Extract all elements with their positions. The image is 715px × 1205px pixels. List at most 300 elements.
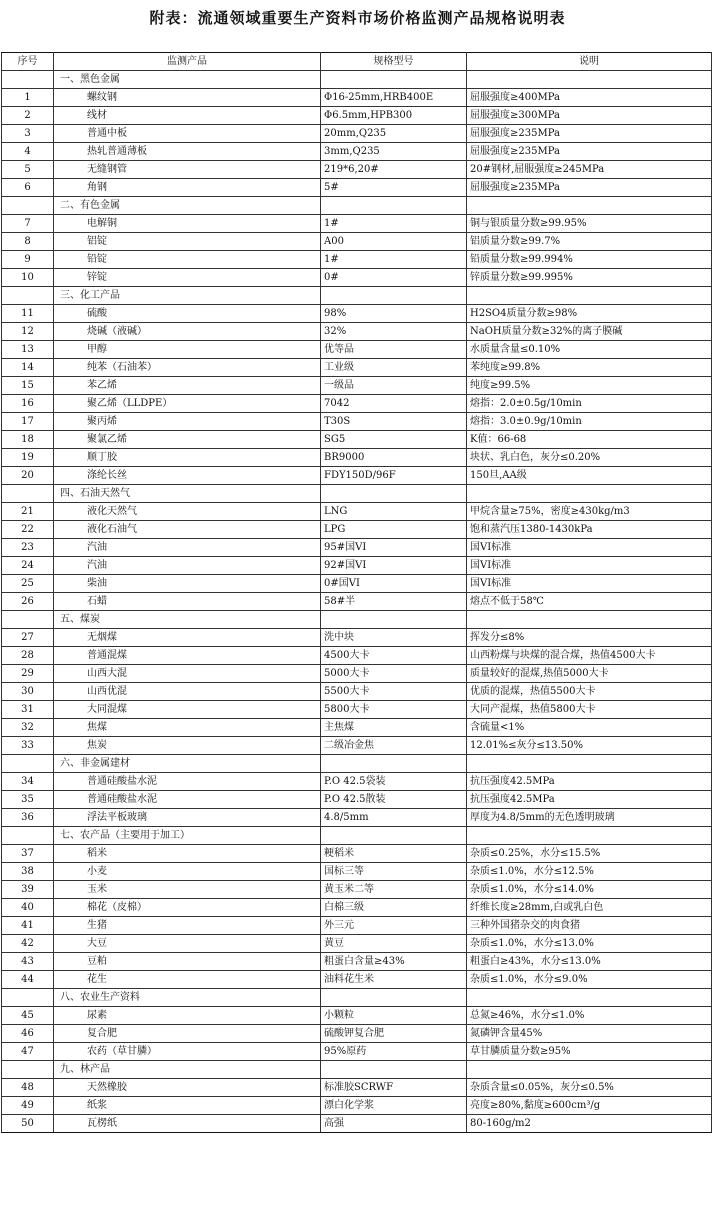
table-row (2, 449, 712, 467)
row-number-cell: 2 (2, 107, 54, 125)
note-cell: 杂质含量≤0.05%，灰分≤0.5% (467, 1079, 712, 1097)
product-cell: 纸浆 (54, 1097, 321, 1115)
product-cell: 石蜡 (54, 593, 321, 611)
product-cell: 汽油 (54, 557, 321, 575)
note-cell (467, 71, 712, 89)
product-cell: 大同混煤 (54, 701, 321, 719)
note-cell: 12.01%≤灰分≤13.50% (467, 737, 712, 755)
spec-cell: 0# (321, 269, 467, 287)
product-cell: 花生 (54, 971, 321, 989)
note-cell: 草甘膦质量分数≥95% (467, 1043, 712, 1061)
row-number-cell: 21 (2, 503, 54, 521)
category-row (2, 1061, 712, 1079)
table-row (2, 431, 712, 449)
category-row (2, 197, 712, 215)
note-cell: 块状、乳白色，灰分≤0.20% (467, 449, 712, 467)
table-row (2, 215, 712, 233)
spec-cell: LNG (321, 503, 467, 521)
row-number-cell (2, 197, 54, 215)
table-row (2, 863, 712, 881)
table-row (2, 737, 712, 755)
product-cell: 烧碱（液碱） (54, 323, 321, 341)
row-number-cell: 41 (2, 917, 54, 935)
spec-cell: 5000大卡 (321, 665, 467, 683)
row-number-cell: 28 (2, 647, 54, 665)
product-cell: 棉花（皮棉） (54, 899, 321, 917)
table-row (2, 557, 712, 575)
note-cell: 杂质≤1.0%，水分≤9.0% (467, 971, 712, 989)
spec-cell (321, 989, 467, 1007)
note-cell: 杂质≤1.0%，水分≤14.0% (467, 881, 712, 899)
spec-cell: 58#半 (321, 593, 467, 611)
table-row (2, 503, 712, 521)
row-number-cell: 1 (2, 89, 54, 107)
note-cell: 屈服强度≥235MPa (467, 125, 712, 143)
product-cell: 豆粕 (54, 953, 321, 971)
note-cell (467, 755, 712, 773)
note-cell: 大同产混煤，热值5800大卡 (467, 701, 712, 719)
spec-table (1, 52, 712, 1133)
product-cell: 小麦 (54, 863, 321, 881)
table-row (2, 935, 712, 953)
product-cell: 普通硅酸盐水泥 (54, 773, 321, 791)
note-cell: 80-160g/m2 (467, 1115, 712, 1133)
note-cell: 国VI标准 (467, 557, 712, 575)
note-cell: 纤维长度≥28mm,白或乳白色 (467, 899, 712, 917)
spec-cell: 硫酸钾复合肥 (321, 1025, 467, 1043)
spec-cell: 95#国VI (321, 539, 467, 557)
row-number-cell: 6 (2, 179, 54, 197)
table-row (2, 683, 712, 701)
table-row (2, 161, 712, 179)
row-number-cell (2, 827, 54, 845)
product-cell: 稻米 (54, 845, 321, 863)
spec-cell: 标准胶SCRWF (321, 1079, 467, 1097)
note-cell: 质量较好的混煤,热值5000大卡 (467, 665, 712, 683)
spec-cell: P.O 42.5散装 (321, 791, 467, 809)
spec-cell: 1# (321, 251, 467, 269)
row-number-cell: 8 (2, 233, 54, 251)
product-cell: 涤纶长丝 (54, 467, 321, 485)
product-cell: 大豆 (54, 935, 321, 953)
row-number-cell: 7 (2, 215, 54, 233)
note-cell: 20#钢材,屈服强度≥245MPa (467, 161, 712, 179)
spec-cell: 二级冶金焦 (321, 737, 467, 755)
spec-cell: 7042 (321, 395, 467, 413)
table-row (2, 971, 712, 989)
table-row (2, 719, 712, 737)
product-cell: 汽油 (54, 539, 321, 557)
product-cell: 电解铜 (54, 215, 321, 233)
category-row (2, 755, 712, 773)
spec-cell: 黄豆 (321, 935, 467, 953)
spec-cell: 0#国VI (321, 575, 467, 593)
row-number-cell: 26 (2, 593, 54, 611)
product-cell: 苯乙烯 (54, 377, 321, 395)
row-number-cell: 23 (2, 539, 54, 557)
spec-cell: 外三元 (321, 917, 467, 935)
row-number-cell (2, 485, 54, 503)
row-number-cell: 11 (2, 305, 54, 323)
category-label: 九、林产品 (54, 1061, 321, 1079)
product-cell: 普通中板 (54, 125, 321, 143)
spec-cell: 98% (321, 305, 467, 323)
header-product: 监测产品 (54, 53, 321, 71)
note-cell: 熔指：2.0±0.5g/10min (467, 395, 712, 413)
spec-cell (321, 1061, 467, 1079)
row-number-cell: 35 (2, 791, 54, 809)
note-cell: 挥发分≤8% (467, 629, 712, 647)
row-number-cell: 37 (2, 845, 54, 863)
table-row (2, 647, 712, 665)
row-number-cell: 46 (2, 1025, 54, 1043)
row-number-cell (2, 989, 54, 1007)
product-cell: 山西大混 (54, 665, 321, 683)
note-cell: 屈服强度≥300MPa (467, 107, 712, 125)
note-cell (467, 611, 712, 629)
table-row (2, 323, 712, 341)
row-number-cell: 5 (2, 161, 54, 179)
spec-cell: 5# (321, 179, 467, 197)
note-cell: 纯度≥99.5% (467, 377, 712, 395)
table-row (2, 179, 712, 197)
product-cell: 聚乙烯（LLDPE） (54, 395, 321, 413)
table-row (2, 1043, 712, 1061)
category-row (2, 827, 712, 845)
spec-cell: 4.8/5mm (321, 809, 467, 827)
row-number-cell: 31 (2, 701, 54, 719)
spec-cell: 黄玉米二等 (321, 881, 467, 899)
category-row (2, 287, 712, 305)
row-number-cell: 13 (2, 341, 54, 359)
table-row (2, 953, 712, 971)
spec-cell: 32% (321, 323, 467, 341)
row-number-cell: 3 (2, 125, 54, 143)
spec-cell: 主焦煤 (321, 719, 467, 737)
row-number-cell: 40 (2, 899, 54, 917)
table-row (2, 359, 712, 377)
note-cell: H2SO4质量分数≥98% (467, 305, 712, 323)
row-number-cell: 9 (2, 251, 54, 269)
table-row (2, 791, 712, 809)
category-row (2, 611, 712, 629)
spec-cell: BR9000 (321, 449, 467, 467)
category-label: 五、煤炭 (54, 611, 321, 629)
table-row (2, 233, 712, 251)
product-cell: 无烟煤 (54, 629, 321, 647)
category-row (2, 989, 712, 1007)
note-cell: 铅质量分数≥99.994% (467, 251, 712, 269)
product-cell: 农药（草甘膦） (54, 1043, 321, 1061)
row-number-cell: 30 (2, 683, 54, 701)
spec-cell: 5500大卡 (321, 683, 467, 701)
table-row (2, 269, 712, 287)
note-cell: 锌质量分数≥99.995% (467, 269, 712, 287)
spec-cell: 92#国VI (321, 557, 467, 575)
note-cell: 苯纯度≥99.8% (467, 359, 712, 377)
row-number-cell: 44 (2, 971, 54, 989)
note-cell: 抗压强度42.5MPa (467, 791, 712, 809)
product-cell: 尿素 (54, 1007, 321, 1025)
note-cell: 150旦,AA级 (467, 467, 712, 485)
spec-cell: 高强 (321, 1115, 467, 1133)
spec-cell: 白棉三级 (321, 899, 467, 917)
note-cell: 熔指：3.0±0.9g/10min (467, 413, 712, 431)
note-cell: 抗压强度42.5MPa (467, 773, 712, 791)
note-cell: NaOH质量分数≥32%的离子膜碱 (467, 323, 712, 341)
row-number-cell: 50 (2, 1115, 54, 1133)
category-label: 二、有色金属 (54, 197, 321, 215)
note-cell: 含硫量<1% (467, 719, 712, 737)
spec-cell: 优等品 (321, 341, 467, 359)
spec-cell (321, 827, 467, 845)
spec-cell: 粗蛋白含量≥43% (321, 953, 467, 971)
table-row (2, 629, 712, 647)
note-cell: 铜与银质量分数≥99.95% (467, 215, 712, 233)
spec-cell: 工业级 (321, 359, 467, 377)
spec-cell: 小颗粒 (321, 1007, 467, 1025)
table-row (2, 1007, 712, 1025)
category-label: 八、农业生产资料 (54, 989, 321, 1007)
spec-cell (321, 755, 467, 773)
product-cell: 焦炭 (54, 737, 321, 755)
note-cell: 饱和蒸汽压1380-1430kPa (467, 521, 712, 539)
note-cell (467, 989, 712, 1007)
row-number-cell (2, 611, 54, 629)
table-row (2, 1115, 712, 1133)
note-cell: 杂质≤1.0%，水分≤12.5% (467, 863, 712, 881)
note-cell: 甲烷含量≥75%，密度≥430kg/m3 (467, 503, 712, 521)
product-cell: 山西优混 (54, 683, 321, 701)
table-row (2, 899, 712, 917)
product-cell: 液化天然气 (54, 503, 321, 521)
note-cell (467, 1061, 712, 1079)
product-cell: 普通混煤 (54, 647, 321, 665)
spec-cell: SG5 (321, 431, 467, 449)
header-no: 序号 (2, 53, 54, 71)
product-cell: 顺丁胶 (54, 449, 321, 467)
note-cell: 粗蛋白≥43%，水分≤13.0% (467, 953, 712, 971)
table-row (2, 593, 712, 611)
product-cell: 纯苯（石油苯） (54, 359, 321, 377)
row-number-cell: 14 (2, 359, 54, 377)
spec-cell (321, 287, 467, 305)
row-number-cell: 4 (2, 143, 54, 161)
row-number-cell (2, 71, 54, 89)
spec-cell (321, 611, 467, 629)
table-row (2, 773, 712, 791)
spec-cell: 95%原药 (321, 1043, 467, 1061)
header-note: 说明 (467, 53, 712, 71)
product-cell: 铝锭 (54, 233, 321, 251)
note-cell: 氮磷钾含量45% (467, 1025, 712, 1043)
spec-cell: FDY150D/96F (321, 467, 467, 485)
table-row (2, 701, 712, 719)
category-label: 七、农产品（主要用于加工） (54, 827, 321, 845)
note-cell: 水质量含量≤0.10% (467, 341, 712, 359)
row-number-cell: 25 (2, 575, 54, 593)
table-row (2, 251, 712, 269)
spec-cell: Φ6.5mm,HPB300 (321, 107, 467, 125)
product-cell: 柴油 (54, 575, 321, 593)
note-cell: 屈服强度≥235MPa (467, 179, 712, 197)
note-cell (467, 485, 712, 503)
spec-cell (321, 71, 467, 89)
spec-cell: 20mm,Q235 (321, 125, 467, 143)
note-cell: 国VI标准 (467, 539, 712, 557)
category-label: 四、石油天然气 (54, 485, 321, 503)
row-number-cell: 18 (2, 431, 54, 449)
table-row (2, 305, 712, 323)
spec-cell (321, 485, 467, 503)
row-number-cell: 47 (2, 1043, 54, 1061)
category-label: 三、化工产品 (54, 287, 321, 305)
product-cell: 玉米 (54, 881, 321, 899)
product-cell: 天然橡胶 (54, 1079, 321, 1097)
note-cell: 熔点不低于58℃ (467, 593, 712, 611)
table-row (2, 89, 712, 107)
product-cell: 线材 (54, 107, 321, 125)
spec-cell (321, 197, 467, 215)
table-header-row (2, 53, 712, 71)
row-number-cell: 12 (2, 323, 54, 341)
row-number-cell: 20 (2, 467, 54, 485)
row-number-cell: 36 (2, 809, 54, 827)
table-row (2, 881, 712, 899)
note-cell: 优质的混煤，热值5500大卡 (467, 683, 712, 701)
table-row (2, 575, 712, 593)
header-spec: 规格型号 (321, 53, 467, 71)
product-cell: 液化石油气 (54, 521, 321, 539)
spec-cell: 一级品 (321, 377, 467, 395)
product-cell: 甲醇 (54, 341, 321, 359)
table-row (2, 845, 712, 863)
spec-cell: A00 (321, 233, 467, 251)
note-cell (467, 197, 712, 215)
spec-cell: 洗中块 (321, 629, 467, 647)
spec-cell: P.O 42.5袋装 (321, 773, 467, 791)
row-number-cell: 49 (2, 1097, 54, 1115)
row-number-cell (2, 1061, 54, 1079)
row-number-cell: 27 (2, 629, 54, 647)
spec-cell: 漂白化学浆 (321, 1097, 467, 1115)
row-number-cell: 16 (2, 395, 54, 413)
note-cell (467, 827, 712, 845)
spec-cell: 3mm,Q235 (321, 143, 467, 161)
spec-cell: LPG (321, 521, 467, 539)
note-cell: 三种外国猪杂交的肉食猪 (467, 917, 712, 935)
spec-cell: Φ16-25mm,HRB400E (321, 89, 467, 107)
note-cell: 国VI标准 (467, 575, 712, 593)
table-row (2, 809, 712, 827)
product-cell: 普通硅酸盐水泥 (54, 791, 321, 809)
spec-cell: 国标三等 (321, 863, 467, 881)
table-row (2, 539, 712, 557)
table-row (2, 143, 712, 161)
table-row (2, 1097, 712, 1115)
table-row (2, 125, 712, 143)
product-cell: 锌锭 (54, 269, 321, 287)
table-row (2, 1025, 712, 1043)
spec-cell: 油料花生米 (321, 971, 467, 989)
table-row (2, 395, 712, 413)
row-number-cell: 24 (2, 557, 54, 575)
table-row (2, 1079, 712, 1097)
product-cell: 瓦楞纸 (54, 1115, 321, 1133)
product-cell: 复合肥 (54, 1025, 321, 1043)
spec-cell: 219*6,20# (321, 161, 467, 179)
product-cell: 热轧普通薄板 (54, 143, 321, 161)
spec-cell: T30S (321, 413, 467, 431)
row-number-cell: 42 (2, 935, 54, 953)
category-row (2, 485, 712, 503)
table-row (2, 521, 712, 539)
spec-cell: 5800大卡 (321, 701, 467, 719)
table-row (2, 107, 712, 125)
page-title: 附表：流通领域重要生产资料市场价格监测产品规格说明表 (149, 9, 566, 27)
note-cell: 亮度≥80%,黏度≥600cm³/g (467, 1097, 712, 1115)
table-row (2, 413, 712, 431)
row-number-cell: 33 (2, 737, 54, 755)
row-number-cell: 39 (2, 881, 54, 899)
note-cell: 铝质量分数≥99.7% (467, 233, 712, 251)
product-cell: 聚丙烯 (54, 413, 321, 431)
row-number-cell: 43 (2, 953, 54, 971)
note-cell: 山西粉煤与块煤的混合煤，热值4500大卡 (467, 647, 712, 665)
row-number-cell: 19 (2, 449, 54, 467)
note-cell: 厚度为4.8/5mm的无色透明玻璃 (467, 809, 712, 827)
row-number-cell: 22 (2, 521, 54, 539)
note-cell: 屈服强度≥400MPa (467, 89, 712, 107)
row-number-cell: 48 (2, 1079, 54, 1097)
product-cell: 铅锭 (54, 251, 321, 269)
row-number-cell: 29 (2, 665, 54, 683)
product-cell: 聚氯乙烯 (54, 431, 321, 449)
row-number-cell (2, 287, 54, 305)
product-cell: 角钢 (54, 179, 321, 197)
table-row (2, 917, 712, 935)
spec-cell: 粳稻米 (321, 845, 467, 863)
note-cell: 杂质≤1.0%，水分≤13.0% (467, 935, 712, 953)
note-cell: K值：66-68 (467, 431, 712, 449)
product-cell: 硫酸 (54, 305, 321, 323)
row-number-cell: 17 (2, 413, 54, 431)
category-label: 一、黑色金属 (54, 71, 321, 89)
table-row (2, 665, 712, 683)
row-number-cell: 32 (2, 719, 54, 737)
row-number-cell: 38 (2, 863, 54, 881)
row-number-cell: 10 (2, 269, 54, 287)
product-cell: 无缝钢管 (54, 161, 321, 179)
note-cell: 屈服强度≥235MPa (467, 143, 712, 161)
note-cell: 杂质≤0.25%，水分≤15.5% (467, 845, 712, 863)
row-number-cell (2, 755, 54, 773)
product-cell: 焦煤 (54, 719, 321, 737)
category-row (2, 71, 712, 89)
row-number-cell: 15 (2, 377, 54, 395)
table-row (2, 467, 712, 485)
row-number-cell: 45 (2, 1007, 54, 1025)
table-body (2, 71, 712, 1133)
product-cell: 生猪 (54, 917, 321, 935)
table-row (2, 341, 712, 359)
spec-cell: 1# (321, 215, 467, 233)
spec-cell: 4500大卡 (321, 647, 467, 665)
product-cell: 螺纹钢 (54, 89, 321, 107)
category-label: 六、非金属建材 (54, 755, 321, 773)
table-row (2, 377, 712, 395)
product-cell: 浮法平板玻璃 (54, 809, 321, 827)
